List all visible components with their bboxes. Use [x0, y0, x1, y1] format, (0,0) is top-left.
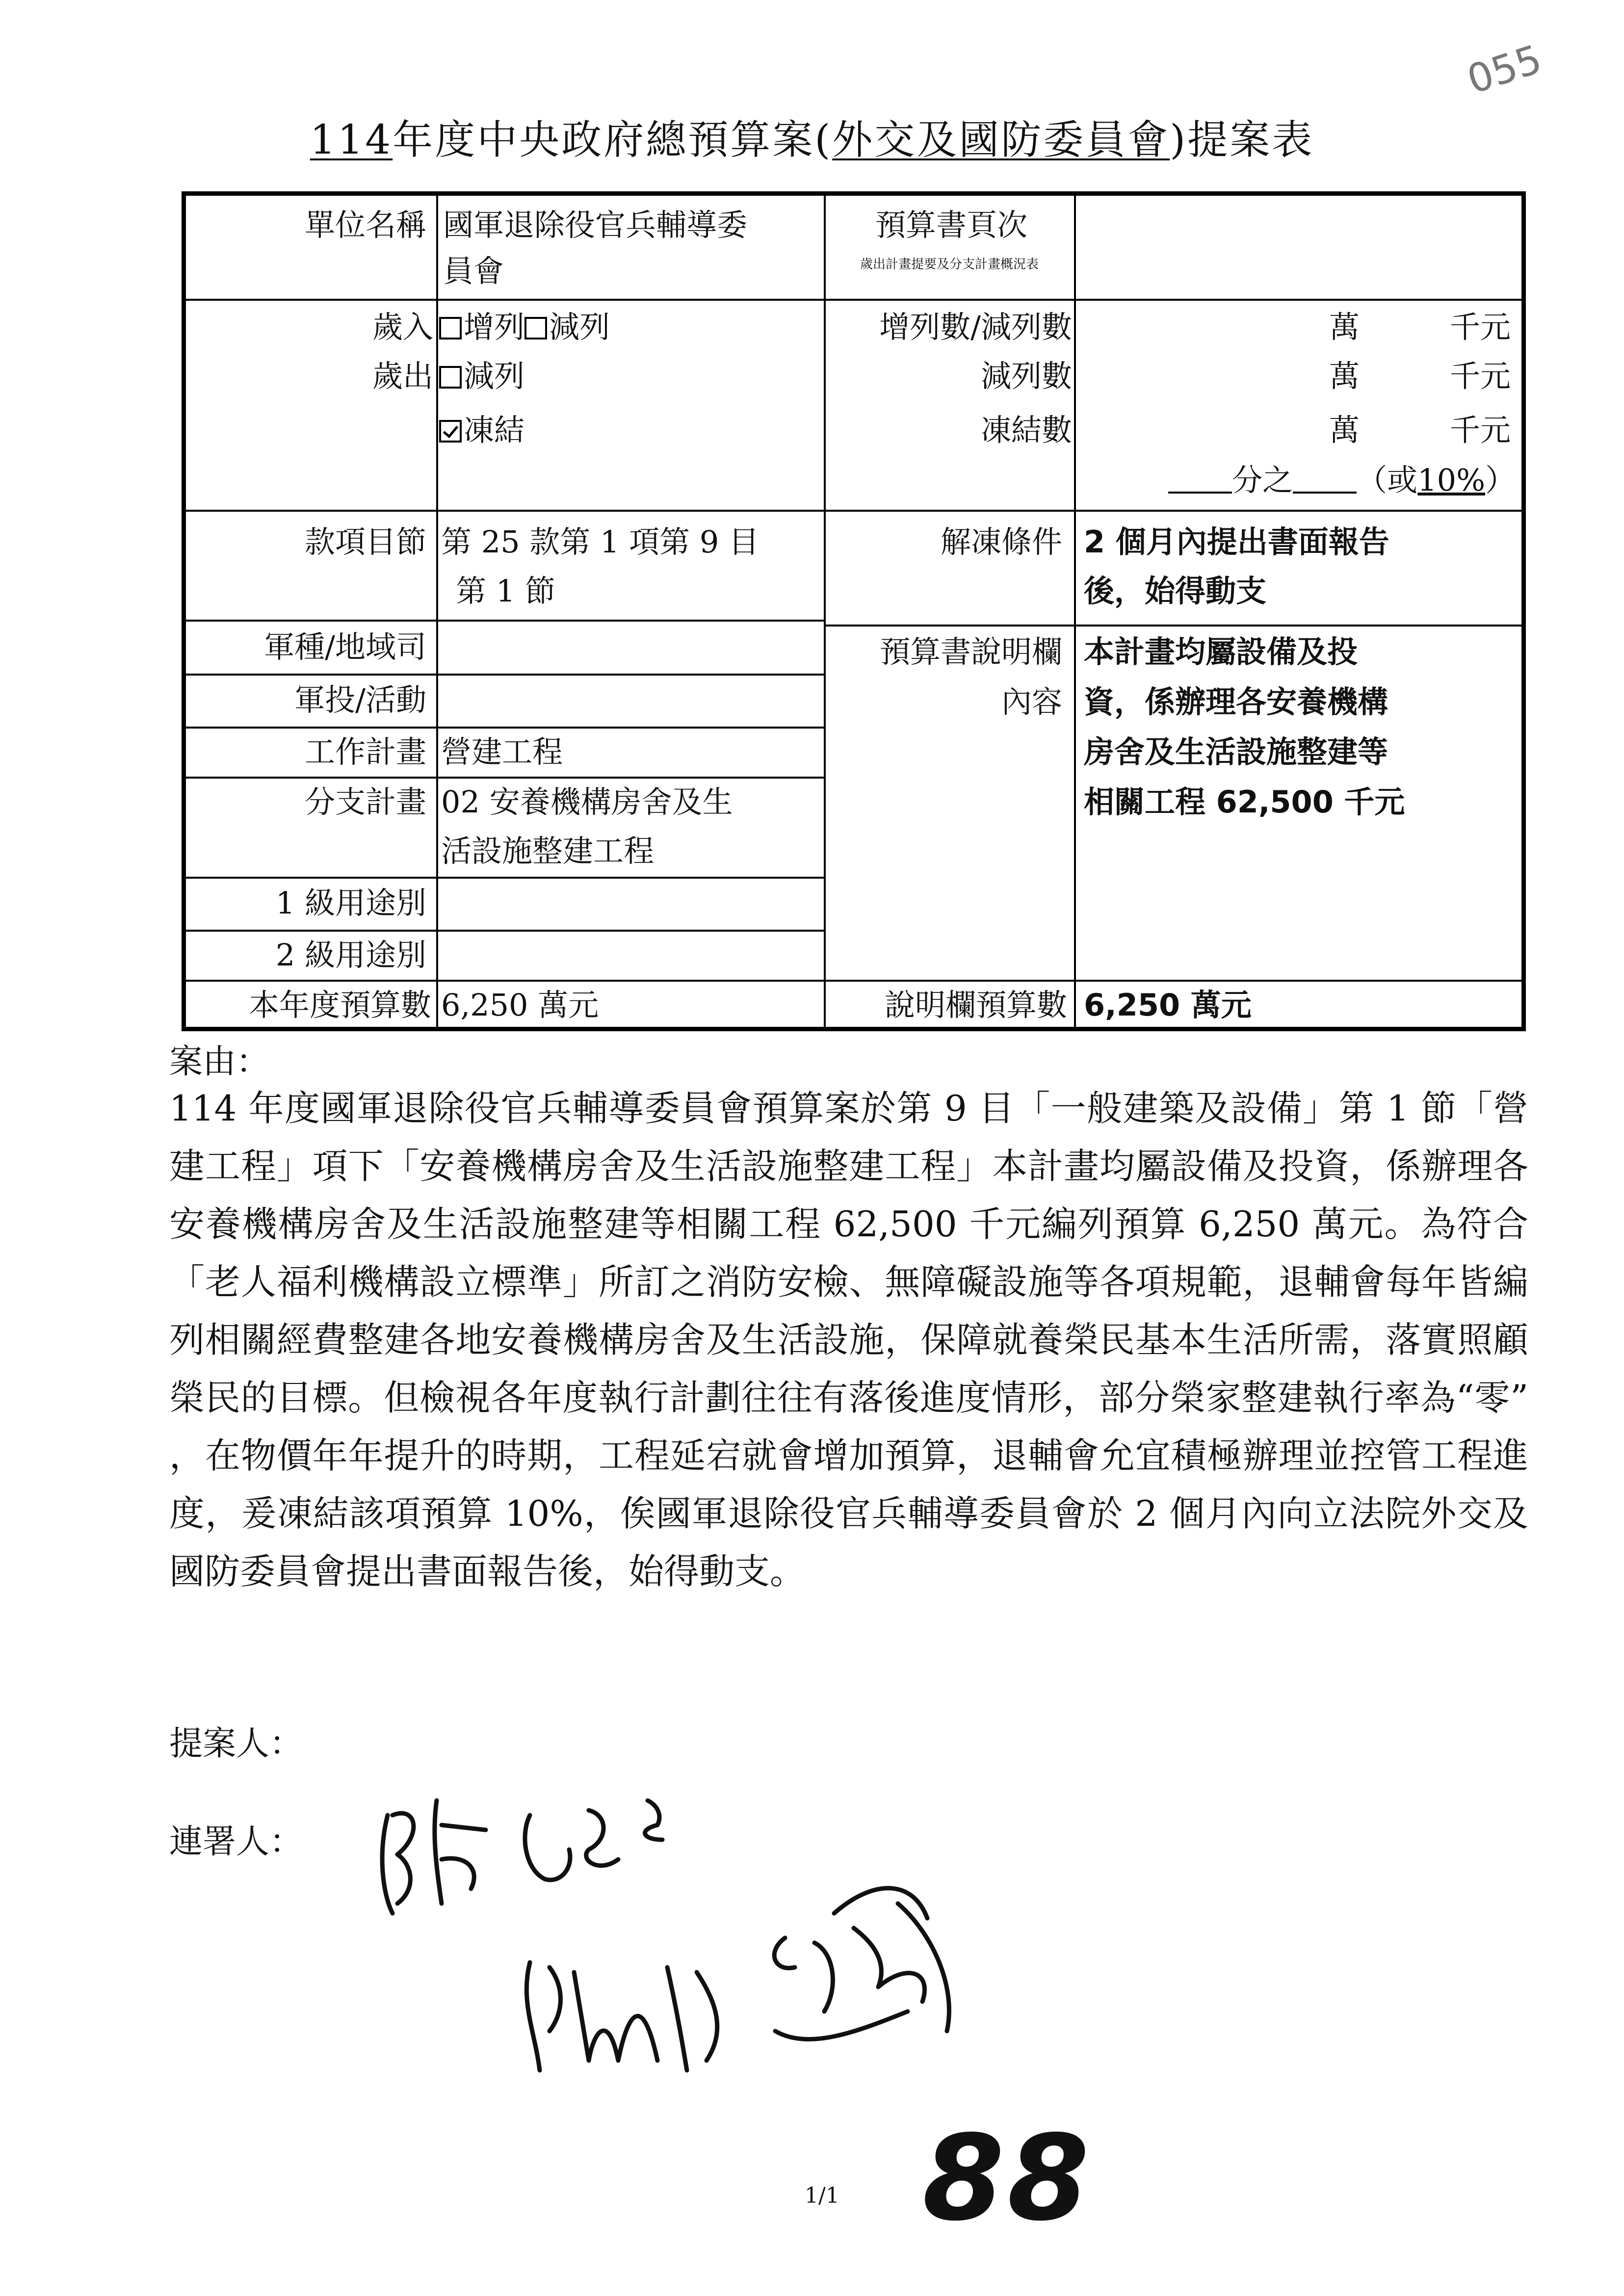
description-budget-label: 說明欄預算數 [884, 987, 1067, 1023]
title-year: 114 [310, 117, 393, 163]
signature-stroke [435, 1800, 486, 1904]
decrease-option-label: 減列 [549, 309, 610, 345]
fraction-mid-text: 分之 [1232, 462, 1293, 498]
work-plan-value: 營建工程 [441, 734, 563, 770]
freeze-wan-unit: 萬 [1329, 412, 1360, 448]
freeze-option [439, 406, 524, 455]
freeze-checkbox-checked[interactable] [439, 420, 462, 443]
proposer-label: 提案人： [169, 1724, 303, 1763]
fraction-or-text: （或 [1357, 462, 1418, 498]
expense-qianyuan-unit: 千元 [1449, 358, 1511, 394]
annual-budget-label: 本年度預算數 [248, 987, 431, 1023]
page-number: 1/1 [805, 2183, 839, 2208]
table-rule [186, 620, 824, 622]
level1-usage-label: 1 級用途別 [275, 885, 426, 921]
signature-stroke [525, 1810, 618, 1880]
freeze-qianyuan-unit: 千元 [1449, 412, 1511, 448]
handwritten-signatures [343, 1756, 1178, 2149]
reason-label: 案由： [169, 1043, 270, 1081]
table-rule [186, 299, 1521, 301]
increase-checkbox[interactable] [439, 317, 462, 339]
sub-plan-value-line1: 02 安養機構房舍及生 [441, 784, 733, 820]
revenue-label: 歲入 [372, 309, 433, 345]
unit-name-label: 單位名稱 [304, 207, 426, 243]
budget-page-label: 預算書頁次 [875, 207, 1027, 243]
page-title [0, 108, 1624, 165]
reason-paragraph: 114 年度國軍退除役官兵輔導委員會預算案於第 9 目「一般建築及設備」第 1 節「營建工程」項下「安養機構房舍及生活設施整建工程」本計畫均屬設備及投資，係辦理各安養機構房舍及生活設施整建等相關工程 62,500 千元編列預算 6,250 萬元。為符合「老人福利機構設立標準」所訂之消防安檢、無障礙設施等各項規範，退輔會每年皆編列相關經費整建各地安養機構房舍及生活設施，保障就養榮民基本生活所需，落實照顧榮民的目標。但檢視各年度執行計劃往往有落後進度情形，部分榮家整建執行率為“零” ，在物價年年提升的時期，工程延宕就會增加預算，退輔會允宜積極辦理並控管工程進度，爰凍結該項預算 10%，俟國軍退除役官兵輔導委員會於 2 個月內向立法院外交及國防委員會提出書面報告後，始得動支。 [169, 1088, 1528, 1592]
sub-plan-value-line2: 活設施整建工程 [441, 833, 655, 869]
description-value-line3: 房舍及生活設施整建等 [1084, 734, 1388, 770]
freeze-fraction [1079, 456, 1516, 505]
handwritten-page-stamp: 88 [922, 2110, 1092, 2247]
revenue-qianyuan-unit: 千元 [1449, 309, 1511, 345]
proposal-form-table [182, 191, 1526, 1031]
unit-name-value-line1: 國軍退除役官兵輔導委 [443, 207, 748, 243]
signature-stroke [526, 1962, 717, 2070]
description-label-line1: 預算書說明欄 [879, 634, 1062, 670]
description-value-line2: 資，係辦理各安養機構 [1084, 684, 1388, 720]
cosigner-label: 連署人： [169, 1823, 303, 1861]
level2-usage-label: 2 級用途別 [275, 937, 426, 973]
annual-budget-value: 6,250 萬元 [441, 987, 599, 1023]
item-section-value-line2: 第 1 節 [456, 573, 555, 609]
corner-handwritten-mark: 055 [1462, 36, 1547, 103]
branch-label: 軍種/地域司 [264, 629, 426, 665]
table-rule [824, 196, 826, 1027]
invest-activity-label: 軍投/活動 [294, 682, 426, 718]
unfreeze-condition-label: 解凍條件 [940, 524, 1062, 560]
title-committee: 外交及國防委員會 [832, 117, 1170, 163]
budget-page-sublabel: 歲出計畫提要及分支計畫概況表 [860, 257, 1039, 272]
freeze-option-label: 凍結 [464, 412, 525, 448]
table-rule [436, 196, 438, 1027]
signature-stroke [645, 1800, 662, 1840]
description-label-line2: 內容 [1001, 684, 1062, 720]
description-value-line1: 本計畫均屬設備及投 [1084, 634, 1358, 670]
item-section-label: 款項目節 [304, 524, 426, 560]
expense-label: 歲出 [372, 358, 433, 394]
table-rule [186, 510, 1521, 512]
title-mid: 年度中央政府總預算案( [393, 117, 833, 163]
fraction-numerator-blank [1293, 462, 1357, 494]
revenue-amount-label: 增列數/減列數 [879, 309, 1072, 345]
table-rule [1074, 196, 1076, 1027]
expense-decrease-option [439, 352, 524, 401]
title-end: )提案表 [1170, 117, 1314, 163]
table-rule [824, 625, 1521, 626]
revenue-wan-unit: 萬 [1329, 309, 1360, 345]
decrease-checkbox[interactable] [524, 317, 547, 339]
expense-decrease-checkbox[interactable] [439, 366, 462, 389]
fraction-percent: 10% [1417, 462, 1485, 498]
item-section-value-line1: 第 25 款第 1 項第 9 目 [441, 524, 760, 560]
unit-name-value-line2: 員會 [443, 253, 504, 289]
expense-wan-unit: 萬 [1329, 358, 1360, 394]
increase-option-label: 增列 [464, 309, 525, 345]
unfreeze-condition-line1: 2 個月內提出書面報告 [1084, 524, 1389, 560]
revenue-options [439, 303, 610, 352]
expense-decrease-label: 減列 [464, 358, 525, 394]
sub-plan-label: 分支計畫 [304, 784, 426, 820]
description-value-line4: 相關工程 62,500 千元 [1084, 784, 1405, 820]
signature-stroke [774, 1888, 949, 2031]
unfreeze-condition-line2: 後，始得動支 [1084, 573, 1267, 609]
fraction-denominator-blank [1168, 462, 1232, 494]
signature-stroke [775, 2011, 908, 2039]
work-plan-label: 工作計畫 [304, 734, 426, 770]
signature-stroke [382, 1813, 414, 1913]
freeze-amount-label: 凍結數 [980, 412, 1072, 448]
fraction-close: ） [1485, 462, 1516, 498]
description-budget-value: 6,250 萬元 [1084, 987, 1252, 1023]
expense-amount-label: 減列數 [980, 358, 1072, 394]
